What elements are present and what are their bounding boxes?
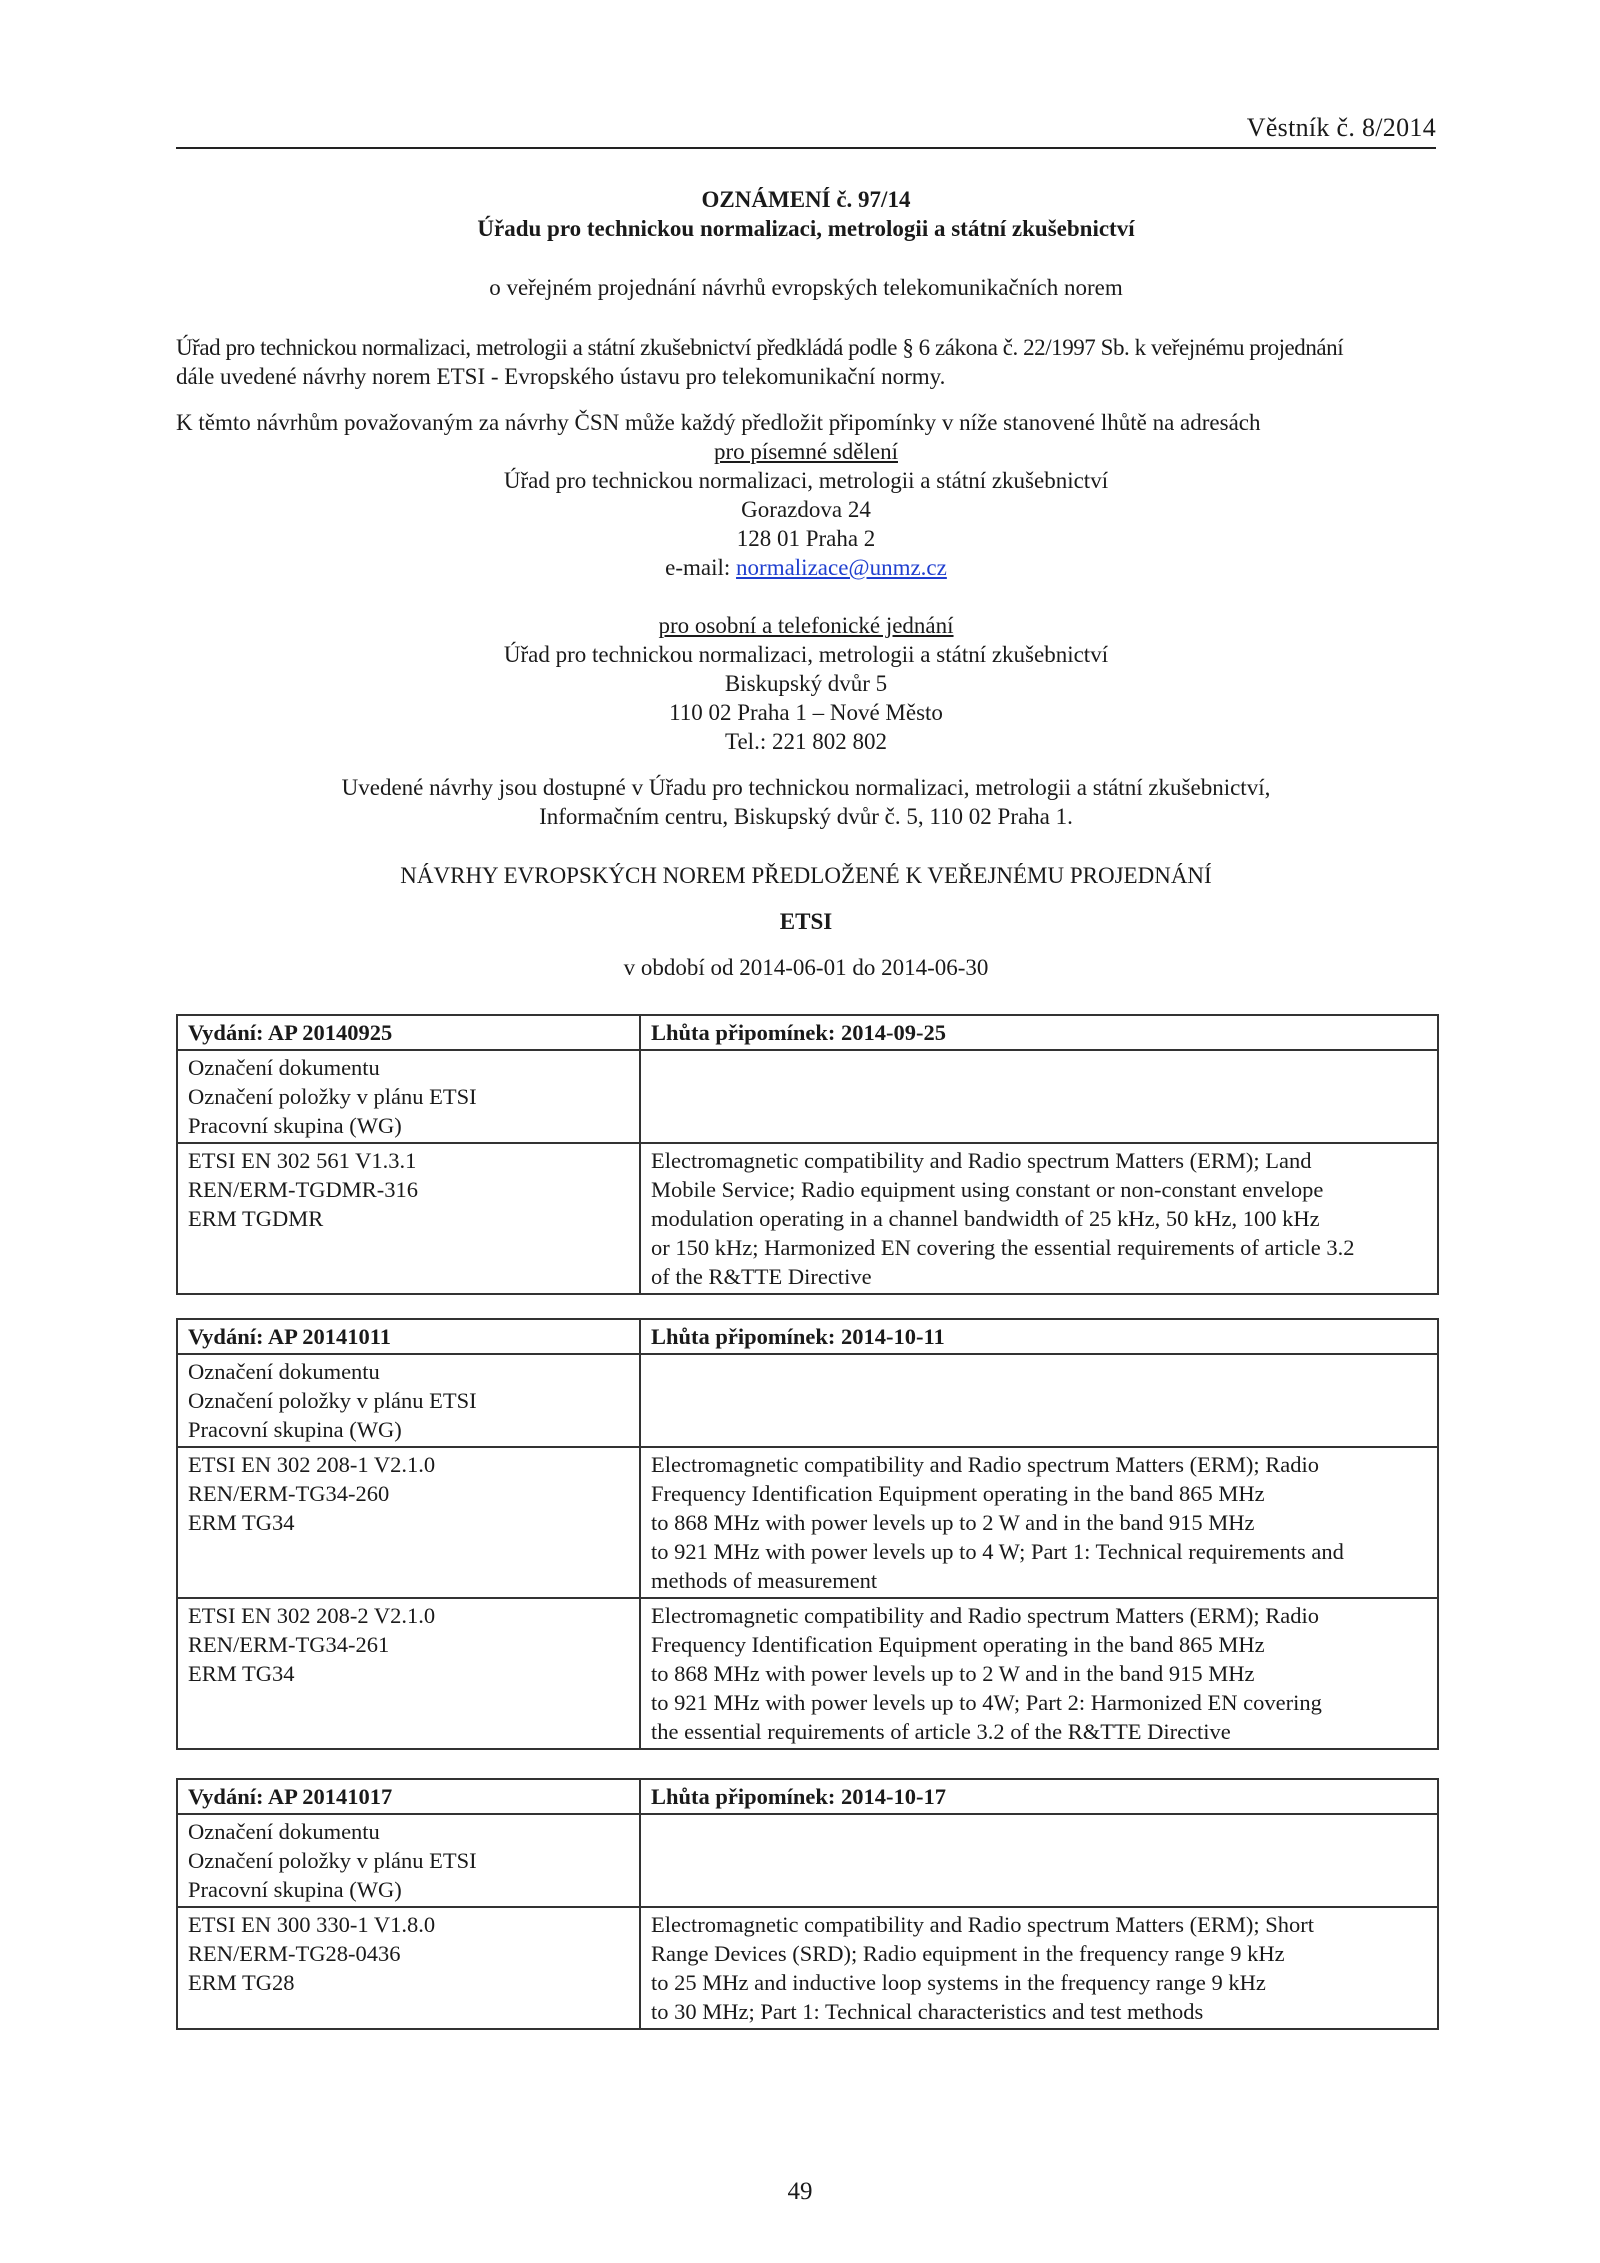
deadline-cell: Lhůta připomínek: 2014-09-25 [640,1015,1438,1050]
personal-contact-office: Úřad pro technickou normalizaci, metrologii a státní zkušebnictví [503,642,1109,667]
journal-issue-title: Věstník č. 8/2014 [1246,113,1436,142]
legend-line: Označení dokumentu [188,1055,380,1080]
legend-cell [177,1814,640,1907]
working-group: ERM TG34 [188,1510,295,1535]
legend-line: Pracovní skupina (WG) [188,1113,402,1138]
plan-item-id: REN/ERM-TG34-260 [188,1481,390,1506]
table-header-row [177,1015,1438,1050]
table-row [177,1143,1438,1294]
legend-cell [177,1050,640,1143]
legend-row [177,1354,1438,1447]
legend-empty-cell [640,1050,1438,1143]
email-link[interactable]: normalizace@unmz.cz [736,555,947,580]
written-contact-city: 128 01 Praha 2 [736,526,876,551]
written-contact-street: Gorazdova 24 [741,497,871,522]
plan-item-id: REN/ERM-TGDMR-316 [188,1177,418,1202]
legend-cell [177,1354,640,1447]
description-line: Electromagnetic compatibility and Radio spectrum Matters (ERM); Land [651,1148,1312,1173]
description-line: methods of measurement [651,1568,878,1593]
legend-line: Označení položky v plánu ETSI [188,1084,477,1109]
written-contact-email-line [176,553,1436,582]
description-cell [640,1447,1438,1598]
document-id: ETSI EN 302 208-1 V2.1.0 [188,1452,436,1477]
notice-subject: o veřejném projednání návrhů evropských telekomunikačních norem [489,275,1123,300]
personal-contact-street: Biskupský dvůr 5 [724,671,888,696]
document-ids-cell [177,1598,640,1749]
document-ids-cell [177,1143,640,1294]
table-row [177,1907,1438,2029]
availability-line-1: Uvedené návrhy jsou dostupné v Úřadu pro technickou normalizaci, metrologii a státní zkušebnictví, [341,775,1271,800]
section-org: ETSI [779,909,833,934]
standards-table-1 [176,1014,1439,1295]
personal-contact-city: 110 02 Praha 1 – Nové Město [669,700,943,725]
availability-line-2: Informačním centru, Biskupský dvůr č. 5, 110 02 Praha 1. [539,804,1073,829]
description-line: Electromagnetic compatibility and Radio spectrum Matters (ERM); Radio [651,1603,1319,1628]
description-line: to 921 MHz with power levels up to 4 W; Part 1: Technical requirements and [651,1539,1344,1564]
document-id: ETSI EN 302 561 V1.3.1 [188,1148,417,1173]
standards-table-2 [176,1318,1439,1750]
personal-contact-phone: Tel.: 221 802 802 [725,729,887,754]
deadline-cell: Lhůta připomínek: 2014-10-11 [640,1319,1438,1354]
table-row [177,1598,1438,1749]
legend-line: Označení dokumentu [188,1819,380,1844]
notice-office-title: Úřadu pro technickou normalizaci, metrologii a státní zkušebnictví [477,216,1135,241]
document-id: ETSI EN 300 330-1 V1.8.0 [188,1912,436,1937]
legend-line: Označení položky v plánu ETSI [188,1388,477,1413]
document-ids-cell [177,1907,640,2029]
description-cell [640,1907,1438,2029]
issue-cell: Vydání: AP 20140925 [177,1015,640,1050]
page-number: 49 [787,2178,813,2205]
working-group: ERM TG28 [188,1970,295,1995]
issue-cell: Vydání: AP 20141017 [177,1779,640,1814]
description-line: Electromagnetic compatibility and Radio spectrum Matters (ERM); Short [651,1912,1314,1937]
standards-table-3 [176,1778,1439,2030]
legend-row [177,1814,1438,1907]
legend-line: Označení položky v plánu ETSI [188,1848,477,1873]
description-line: Range Devices (SRD); Radio equipment in the frequency range 9 kHz [651,1941,1285,1966]
comments-intro: K těmto návrhům považovaným za návrhy ČSN může každý předložit připomínky v níže stanovené lhůtě na adresách [176,410,1261,435]
header-divider [176,147,1436,149]
deadline-cell: Lhůta připomínek: 2014-10-17 [640,1779,1438,1814]
description-line: Frequency Identification Equipment operating in the band 865 MHz [651,1481,1265,1506]
description-line: of the R&TTE Directive [651,1264,872,1289]
table-header-row [177,1779,1438,1814]
written-contact-office: Úřad pro technickou normalizaci, metrologii a státní zkušebnictví [503,468,1109,493]
notice-number-title: OZNÁMENÍ č. 97/14 [701,187,911,212]
table-row [177,1447,1438,1598]
description-line: Electromagnetic compatibility and Radio spectrum Matters (ERM); Radio [651,1452,1319,1477]
description-line: modulation operating in a channel bandwidth of 25 kHz, 50 kHz, 100 kHz [651,1206,1320,1231]
description-line: or 150 kHz; Harmonized EN covering the essential requirements of article 3.2 [651,1235,1355,1260]
legend-line: Pracovní skupina (WG) [188,1877,402,1902]
description-line: to 868 MHz with power levels up to 2 W and in the band 915 MHz [651,1510,1255,1535]
working-group: ERM TGDMR [188,1206,324,1231]
legend-empty-cell [640,1354,1438,1447]
plan-item-id: REN/ERM-TG28-0436 [188,1941,401,1966]
description-cell [640,1598,1438,1749]
description-line: to 921 MHz with power levels up to 4W; Part 2: Harmonized EN covering [651,1690,1322,1715]
section-title: NÁVRHY EVROPSKÝCH NOREM PŘEDLOŽENÉ K VEŘEJNÉMU PROJEDNÁNÍ [400,863,1212,888]
description-line: to 30 MHz; Part 1: Technical characteristics and test methods [651,1999,1204,2024]
document-ids-cell [177,1447,640,1598]
description-line: to 868 MHz with power levels up to 2 W and in the band 915 MHz [651,1661,1255,1686]
description-line: the essential requirements of article 3.2 of the R&TTE Directive [651,1719,1231,1744]
intro-line-2: dále uvedené návrhy norem ETSI - Evropského ústavu pro telekomunikační normy. [176,364,946,389]
description-cell [640,1143,1438,1294]
description-line: Frequency Identification Equipment operating in the band 865 MHz [651,1632,1265,1657]
intro-line-1: Úřad pro technickou normalizaci, metrologii a státní zkušebnictví předkládá podle § 6 zákona č. 22/1997 Sb. k veřejnému projednání [176,335,1344,360]
document-id: ETSI EN 302 208-2 V2.1.0 [188,1603,436,1628]
email-label: e-mail: [665,555,737,580]
description-line: to 25 MHz and inductive loop systems in the frequency range 9 kHz [651,1970,1266,1995]
table-header-row [177,1319,1438,1354]
section-period: v období od 2014-06-01 do 2014-06-30 [623,955,989,980]
plan-item-id: REN/ERM-TG34-261 [188,1632,390,1657]
legend-line: Označení dokumentu [188,1359,380,1384]
legend-line: Pracovní skupina (WG) [188,1417,402,1442]
issue-cell: Vydání: AP 20141011 [177,1319,640,1354]
personal-contact-heading: pro osobní a telefonické jednání [658,613,954,638]
written-contact-heading: pro písemné sdělení [714,439,898,464]
description-line: Mobile Service; Radio equipment using constant or non-constant envelope [651,1177,1324,1202]
working-group: ERM TG34 [188,1661,295,1686]
legend-row [177,1050,1438,1143]
legend-empty-cell [640,1814,1438,1907]
